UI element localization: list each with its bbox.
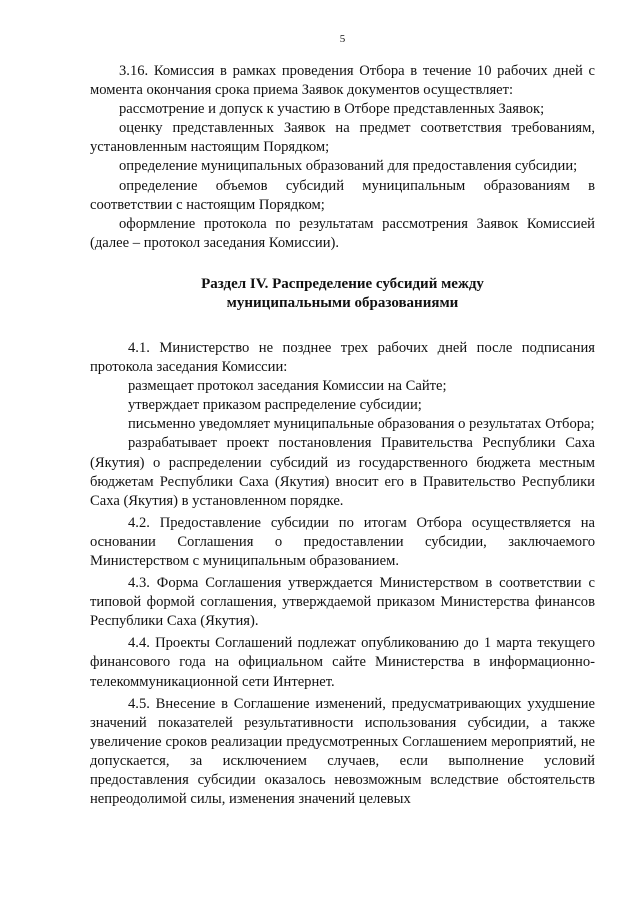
paragraph-4-1: 4.1. Министерство не позднее трех рабочих дней после подписания протокола заседания Комиссии: (90, 339, 595, 376)
list-item: оформление протокола по результатам рассмотрения Заявок Комиссией (далее – протокол заседания Комиссии). (90, 215, 595, 251)
section-heading-line1: Раздел IV. Распределение субсидий между (201, 275, 484, 292)
page-number: 5 (339, 33, 346, 45)
list-item: размещает протокол заседания Комиссии на Сайте; (128, 378, 447, 395)
list-item: разрабатывает проект постановления Правительства Республики Саха (Якутия) о распределении субсидий из государственного бюджета местным бюджетам Республики Саха (Якутия) вносит его в Правительство Республики Саха (Якутия) в установленном порядке. (90, 435, 595, 509)
paragraph-4-4: 4.4. Проекты Соглашений подлежат опубликованию до 1 марта текущего финансового года на официальном сайте Министерства в информационно-телекоммуникационной сети Интернет. (90, 635, 595, 690)
paragraph-4-3: 4.3. Форма Соглашения утверждается Министерством в соответствии с типовой формой соглашения, утверждаемой приказом Министерства финансов Республики Саха (Якутия). (90, 575, 595, 630)
list-item: определение объемов субсидий муниципальным образованиям в соответствии с настоящим Порядком; (90, 177, 595, 213)
list-item: оценку представленных Заявок на предмет соответствия требованиям, установленным настоящим Порядком; (90, 120, 595, 156)
section-heading (90, 275, 595, 313)
paragraph-4-2: 4.2. Предоставление субсидии по итогам Отбора осуществляется на основании Соглашения о предоставлении субсидии, заключаемого Министерством с муниципальным образованием. (90, 514, 595, 569)
list-item: письменно уведомляет муниципальные образования о результатах Отбора; (128, 416, 595, 433)
paragraph-4-5: 4.5. Внесение в Соглашение изменений, предусматривающих ухудшение значений показателей результативности использования субсидии, а также увеличение сроков реализации предусмотренных Соглашением мероприятий, не допускается, за исключением случаев, если выполнение условий предоставления субсидии оказалось невозможным вследствие обстоятельств непреодолимой силы, изменения значений целевых (90, 695, 595, 808)
document-page (90, 32, 595, 809)
paragraph-3-16: 3.16. Комиссия в рамках проведения Отбора в течение 10 рабочих дней с момента окончания срока приема Заявок документов осуществляет: (90, 63, 595, 99)
section-heading-line2: муниципальными образованиями (226, 294, 459, 311)
list-item: рассмотрение и допуск к участию в Отборе представленных Заявок; (119, 101, 545, 118)
list-item: утверждает приказом распределение субсидии; (128, 397, 422, 414)
list-item: определение муниципальных образований для предоставления субсидии; (119, 158, 578, 175)
